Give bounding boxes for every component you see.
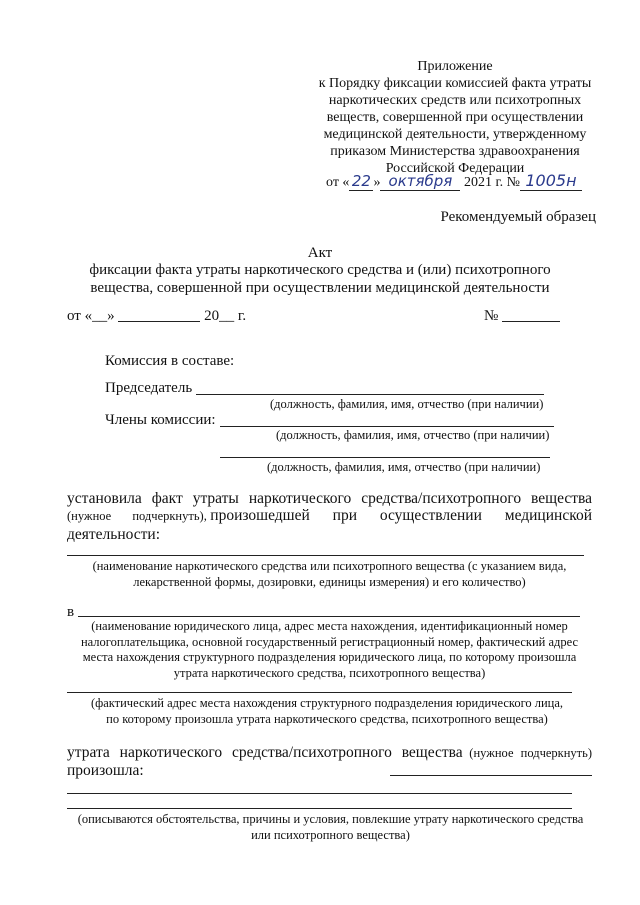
substance-hint: [67, 558, 592, 590]
address-hint: [67, 695, 587, 727]
found-line-1: установила факт утраты наркотического средства/психотропного вещества: [67, 490, 592, 507]
member-field-1: [220, 426, 554, 427]
act-year-blank: __: [219, 308, 235, 324]
organization-hint-line: налогоплательщика, основной государственный регистрационный номер, фактический адрес: [80, 634, 579, 649]
in-label: в: [67, 604, 75, 620]
loss-line-1: [67, 744, 592, 762]
approval-line: Приложение: [417, 59, 493, 74]
act-day-blank: __: [92, 308, 108, 324]
approval-line: приказом Министерства здравоохранения: [330, 144, 580, 159]
act-month-blank: [118, 321, 200, 322]
approval-line: к Порядку фиксации комиссией факта утраты: [318, 76, 592, 91]
approval-month: октября: [380, 172, 460, 191]
approval-date-prefix: от «: [326, 175, 350, 190]
substance-field: [67, 555, 584, 556]
members-label: Члены комиссии:: [105, 412, 216, 428]
loss-field-2: [67, 793, 572, 794]
approval-line: веществ, совершенной при осуществлении: [326, 110, 584, 125]
chair-label: Председатель: [105, 380, 193, 396]
organization-hint-line: утрата наркотического средства, психотропного вещества): [173, 665, 486, 680]
recommended-sample-label: Рекомендуемый образец: [440, 209, 596, 225]
organization-hint-line: (наименование юридического лица, адрес места нахождения, идентификационный номер: [91, 619, 568, 633]
organization-hint: [67, 619, 592, 681]
member-field-2: [220, 457, 550, 458]
act-number: [484, 308, 560, 325]
organization-field: [78, 616, 580, 617]
approval-line: наркотических средств или психотропных: [328, 93, 582, 108]
chair-field: [196, 394, 544, 395]
act-date-close: »: [107, 308, 115, 324]
approval-line: Российской Федерации: [385, 161, 525, 176]
member-hint-1: (должность, фамилия, имя, отчество (при наличии): [276, 428, 550, 442]
loss-field-1: [390, 775, 592, 776]
approval-block: [290, 58, 620, 177]
member-hint-2: (должность, фамилия, имя, отчество (при наличии): [267, 460, 541, 474]
approval-year: 2021 г. №: [463, 175, 520, 190]
substance-hint-line: лекарственной формы, дозировки, единицы измерения) и его количество): [133, 575, 526, 589]
act-year-suffix: г.: [237, 308, 247, 324]
found-line-3: деятельности:: [67, 526, 161, 543]
act-year: 20: [204, 308, 220, 324]
organization-hint-line: места нахождения структурного подразделения юридического лица, по которому произошла: [82, 650, 577, 664]
approval-date-mid: »: [373, 175, 381, 190]
act-number-label: №: [484, 308, 499, 324]
commission-label: Комиссия в составе:: [105, 353, 235, 369]
loss-choose-hint: (нужное подчеркнуть): [469, 746, 592, 760]
order-number: 1005н: [520, 171, 582, 191]
substance-hint-line: (наименование наркотического средства или психотропного вещества (с указанием вида,: [92, 559, 567, 573]
address-hint-line: по которому произошла утрата наркотического средства, психотропного вещества): [106, 712, 548, 726]
circumstances-hint-line: или психотропного вещества): [251, 828, 410, 842]
found-line-2: [67, 507, 592, 525]
found-choose-hint: (нужное подчеркнуть),: [67, 509, 207, 523]
act-subtitle-line: вещества, совершенной при осуществлении медицинской деятельности: [90, 280, 550, 296]
loss-line-1-text: утрата наркотического средства/психотропного вещества: [67, 744, 463, 761]
found-line-2-text: произошедшей при осуществлении медицинской: [210, 507, 592, 524]
circumstances-hint: [58, 811, 603, 843]
address-field: [67, 692, 572, 693]
act-title: Акт: [307, 245, 333, 261]
act-date: [67, 308, 246, 325]
chair-hint: (должность, фамилия, имя, отчество (при наличии): [270, 397, 544, 411]
loss-field-3: [67, 808, 572, 809]
approval-line: медицинской деятельности, утвержденному: [323, 127, 587, 142]
address-hint-line: (фактический адрес места нахождения структурного подразделения юридического лица,: [90, 696, 564, 710]
loss-line-2: произошла:: [67, 762, 144, 779]
act-subtitle-line: фиксации факта утраты наркотического средства и (или) психотропного: [89, 262, 551, 278]
act-date-prefix: от «: [67, 308, 93, 324]
act-number-blank: [502, 321, 560, 322]
approval-day: 22: [349, 172, 373, 191]
circumstances-hint-line: (описываются обстоятельства, причины и условия, повлекшие утрату наркотического средства: [77, 812, 584, 826]
approval-date: [326, 171, 626, 191]
